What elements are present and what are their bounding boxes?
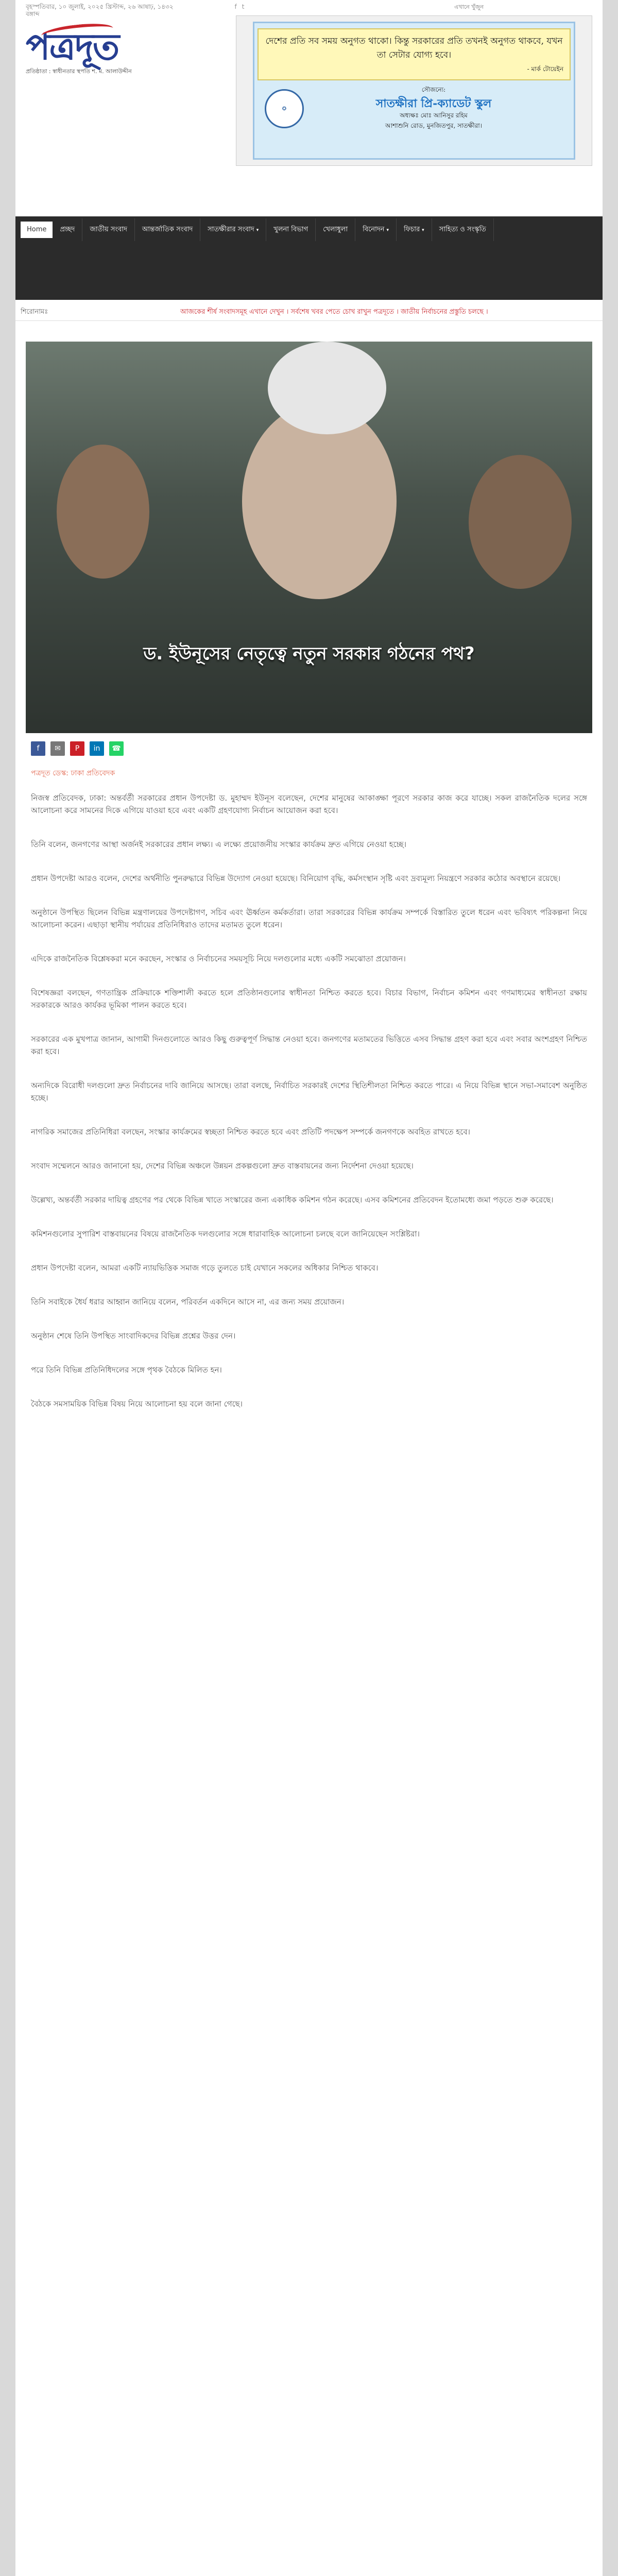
nav-item[interactable] xyxy=(135,218,200,241)
main-navigation xyxy=(15,216,603,300)
logo-brand: পত্রদূত xyxy=(26,24,211,70)
nav-item[interactable] xyxy=(200,218,266,241)
nav-item-label: বিনোদন xyxy=(363,226,385,233)
article-paragraph: প্রধান উপদেষ্টা আরও বলেন, দেশের অর্থনীতি পুনরুদ্ধারে বিভিন্ন উদ্যোগ নেওয়া হয়েছে। বিনিয়োগ বৃদ্ধি, কর্মসংস্থান সৃষ্টি এবং দ্রব্যমূল্য নিয়ন্ত্রণে সরকার কঠোর অবস্থানে রয়েছে। xyxy=(31,874,561,883)
nav-item[interactable] xyxy=(266,218,316,241)
nav-row xyxy=(21,218,597,241)
linkedin-share-icon[interactable]: in xyxy=(90,741,104,756)
article-paragraph: তিনি বলেন, জনগণের আস্থা অর্জনই সরকারের প্রধান লক্ষ্য। এ লক্ষ্যে প্রয়োজনীয় সংস্কার কার্যক্রম দ্রুত এগিয়ে নেওয়া হচ্ছে। xyxy=(31,840,407,849)
nav-item[interactable] xyxy=(316,218,355,241)
current-date: বৃহস্পতিবার, ১০ জুলাই, ২০২৫ খ্রিস্টাব্দ, ২৬ আষাঢ়, ১৪৩২ বঙ্গাব্দ xyxy=(26,3,174,18)
nav-item-label: জাতীয় সংবাদ xyxy=(90,226,127,233)
article-paragraph: এদিকে রাজনৈতিক বিশ্লেষকরা মনে করছেন, সংস্কার ও নির্বাচনের সময়সূচি নিয়ে দলগুলোর মধ্যে একটি সমঝোতা প্রয়োজন। xyxy=(31,954,406,963)
site-logo[interactable] xyxy=(26,21,211,222)
facebook-share-icon[interactable]: f xyxy=(31,741,45,756)
nav-item[interactable] xyxy=(82,218,135,241)
email-share-icon[interactable]: ✉ xyxy=(50,741,65,756)
hero-crowd-left xyxy=(57,445,149,579)
pinterest-share-icon[interactable]: P xyxy=(70,741,84,756)
article-byline: পত্রদূত ডেস্ক: ঢাকা প্রতিবেদক xyxy=(31,769,115,777)
school-name: সাতক্ষীরা প্রি-ক্যাডেট স্কুল xyxy=(375,97,492,110)
article-paragraph: অন্যদিকে বিরোধী দলগুলো দ্রুত নির্বাচনের দাবি জানিয়ে আসছে। তারা বলছে, নির্বাচিত সরকারই দেশের স্থিতিশীলতা নিশ্চিত করতে পারে। এ নিয়ে বিভিন্ন স্থানে সভা-সমাবেশ অনুষ্ঠিত হচ্ছে। xyxy=(31,1081,587,1103)
article-paragraph: নাগরিক সমাজের প্রতিনিধিরা বলছেন, সংস্কার কার্যক্রমের স্বচ্ছতা নিশ্চিত করতে হবে এবং প্রতিটি পদক্ষেপ সম্পর্কে জনগণকে অবহিত রাখতে হবে। xyxy=(31,1127,471,1137)
article-paragraph: সংবাদ সম্মেলনে আরও জানানো হয়, দেশের বিভিন্ন অঞ্চলে উন্নয়ন প্রকল্পগুলো দ্রুত বাস্তবায়নের জন্য নির্দেশনা দেওয়া হয়েছে। xyxy=(31,1161,414,1171)
nav-item[interactable] xyxy=(21,222,53,238)
article-paragraph: নিজস্ব প্রতিবেদক, ঢাকা: অন্তর্বর্তী সরকারের প্রধান উপদেষ্টা ড. মুহাম্মদ ইউনূস বলেছেন, দেশের মানুষের আকাঙ্ক্ষা পূরণে সরকার কাজ করে যাচ্ছে। সকল রাজনৈতিক দলের সঙ্গে আলোচনা করে সামনের দিকে এগিয়ে যাওয়া হবে এবং একটি গ্রহণযোগ্য নির্বাচন আয়োজন করা হবে। xyxy=(31,793,587,815)
nav-item-label: খুলনা বিভাগ xyxy=(273,226,308,233)
nav-item-label: Home xyxy=(27,226,47,233)
news-ticker xyxy=(15,304,603,321)
school-info xyxy=(304,86,563,132)
school-address: আশাশুনি রোড, মুনজিতপুর, সাতক্ষীরা। xyxy=(385,122,483,129)
article-paragraph: অনুষ্ঠানে উপস্থিত ছিলেন বিভিন্ন মন্ত্রণালয়ের উপদেষ্টাগণ, সচিব এবং ঊর্ধ্বতন কর্মকর্তারা। তারা সরকারের বিভিন্ন কার্যক্রম সম্পর্কে বিস্তারিত তুলে ধরেন এবং ভবিষ্যৎ পরিকল্পনা নিয়ে আলোচনা করেন। এছাড়া স্থানীয় পর্যায়ের প্রতিনিধিরাও তাদের মতামত তুলে ধরেন। xyxy=(31,908,587,929)
social-links xyxy=(235,3,245,10)
nav-item-label: আন্তর্জাতিক সংবাদ xyxy=(142,226,193,233)
whatsapp-share-icon[interactable]: ☎ xyxy=(109,741,124,756)
school-principal: অধ্যক্ষঃ মোঃ আনিসুর রহিম xyxy=(400,112,468,119)
nav-item-label: খেলাধুলা xyxy=(323,226,348,233)
ad-courtesy: সৌজন্যে: xyxy=(421,86,446,93)
ticker-label: শিরোনামঃ xyxy=(21,308,48,316)
share-buttons xyxy=(15,733,603,764)
chevron-down-icon: ▾ xyxy=(256,228,259,233)
ticker-news[interactable]: আজকের শীর্ষ সংবাদসমূহ এখানে দেখুন । সর্বশেষ খবর পেতে চোখ রাখুন পত্রদূতে । জাতীয় নির্বাচনের প্রস্তুতি চলছে । xyxy=(180,308,488,316)
article-paragraph: উল্লেখ্য, অন্তর্বর্তী সরকার দায়িত্ব গ্রহণের পর থেকে বিভিন্ন খাতে সংস্কারের জন্য একাধিক কমিশন গঠন করেছে। এসব কমিশনের প্রতিবেদন ইতোমধ্যে জমা পড়তে শুরু করেছে। xyxy=(31,1195,554,1205)
article-paragraph: সরকারের এক মুখপাত্র জানান, আগামী দিনগুলোতে আরও কিছু গুরুত্বপূর্ণ সিদ্ধান্ত নেওয়া হবে। জনগণের মতামতের ভিত্তিতে এসব সিদ্ধান্ত গ্রহণ করা হবে এবং সবার অংশগ্রহণ নিশ্চিত করা হবে। xyxy=(31,1035,587,1056)
page xyxy=(15,0,603,2576)
nav-item[interactable] xyxy=(53,218,82,241)
hero-hair xyxy=(268,342,386,434)
advertisement-banner[interactable] xyxy=(236,15,592,166)
nav-item-label: সাহিত্য ও সংস্কৃতি xyxy=(439,226,486,233)
nav-item-label: ফিচার xyxy=(403,226,420,233)
search-input[interactable] xyxy=(453,3,579,11)
twitter-icon[interactable]: t xyxy=(242,3,245,10)
nav-item[interactable] xyxy=(432,218,494,241)
article-paragraph: বিশেষজ্ঞরা বলছেন, গণতান্ত্রিক প্রক্রিয়াকে শক্তিশালী করতে হলে প্রতিষ্ঠানগুলোর স্বাধীনতা নিশ্চিত করতে হবে। বিচার বিভাগ, নির্বাচন কমিশন এবং গণমাধ্যমের স্বাধীনতা রক্ষায় সরকারকে আরও কার্যকর ভূমিকা পালন করতে হবে। xyxy=(31,988,587,1010)
facebook-icon[interactable]: f xyxy=(234,3,237,10)
article-paragraph: কমিশনগুলোর সুপারিশ বাস্তবায়নের বিষয়ে রাজনৈতিক দলগুলোর সঙ্গে ধারাবাহিক আলোচনা চলছে বলে জানিয়েছেন সংশ্লিষ্টরা। xyxy=(31,1229,420,1239)
chevron-down-icon: ▾ xyxy=(422,228,424,233)
featured-image xyxy=(26,342,592,733)
article-paragraph: বৈঠকে সমসাময়িক বিভিন্ন বিষয় নিয়ে আলোচনা হয় বলে জানা গেছে। xyxy=(31,1399,243,1409)
logo-tagline: প্রতিষ্ঠাতা : স্বাধীনতার স্থপতি শ. ম. আলাউদ্দীন xyxy=(26,68,132,75)
nav-item[interactable] xyxy=(397,218,432,241)
article-paragraph: অনুষ্ঠান শেষে তিনি উপস্থিত সাংবাদিকদের বিভিন্ন প্রশ্নের উত্তর দেন। xyxy=(31,1331,236,1341)
article-paragraph: তিনি সবাইকে ধৈর্য ধরার আহ্বান জানিয়ে বলেন, পরিবর্তন একদিনে আসে না, এর জন্য সময় প্রয়োজন। xyxy=(31,1297,345,1307)
article-title: ড. ইউনূসের নেতৃত্বে নতুন সরকার গঠনের পথ? xyxy=(143,643,475,664)
ad-content xyxy=(253,22,575,160)
article-paragraph: পরে তিনি বিভিন্ন প্রতিনিধিদলের সঙ্গে পৃথক বৈঠকে মিলিত হন। xyxy=(31,1365,222,1375)
article-paragraph: প্রধান উপদেষ্টা বলেন, আমরা একটি ন্যায়ভিত্তিক সমাজ গড়ে তুলতে চাই যেখানে সকলের অধিকার নিশ্চিত থাকবে। xyxy=(31,1263,379,1273)
article-body xyxy=(15,779,603,1410)
nav-item-label: সাতক্ষীরার সংবাদ xyxy=(208,226,254,233)
nav-item[interactable] xyxy=(355,218,397,241)
ad-quote-text: দেশের প্রতি সব সময় অনুগত থাকো। কিন্তু সরকারের প্রতি তখনই অনুগত থাকবে, যখন তা সেটার যোগ্য হবে। xyxy=(265,36,563,60)
hero-crowd-right xyxy=(469,455,572,589)
chevron-down-icon: ▾ xyxy=(386,228,389,233)
school-seal-icon: ✪ xyxy=(265,89,304,128)
ad-school xyxy=(265,86,563,132)
ad-quote-box xyxy=(258,28,571,80)
ad-quote-author: - মার্ক টোয়েইন xyxy=(527,65,563,73)
search-box xyxy=(453,3,592,11)
nav-item-label: প্রচ্ছদ xyxy=(60,226,75,233)
header xyxy=(15,21,603,222)
